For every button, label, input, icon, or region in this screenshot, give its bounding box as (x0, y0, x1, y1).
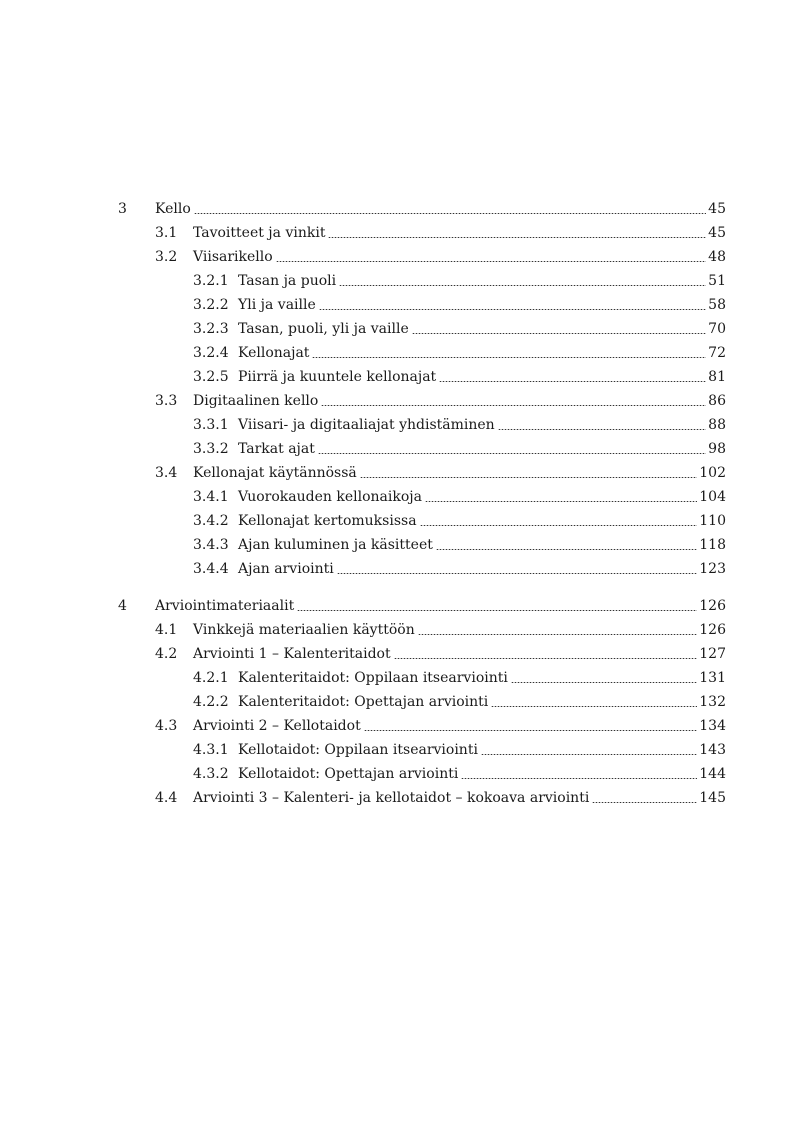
toc-entry-title: Kalenteritaidot: Oppilaan itsearviointi (238, 670, 508, 686)
toc-entry[interactable] (193, 533, 726, 557)
toc-entry-number: 3.4 (155, 465, 178, 481)
toc-entry-title: Kellotaidot: Opettajan arviointi (238, 766, 459, 782)
toc-entry-page: 88 (708, 417, 726, 433)
toc-entry-title: Arviointi 3 – Kalenteri- ja kellotaidot – kokoava arviointi (193, 790, 590, 806)
toc-entry-number: 3.3 (155, 393, 178, 409)
toc-entry-number: 4.2.2 (193, 694, 229, 710)
toc-entry[interactable] (193, 557, 726, 581)
toc-entry-title: Yli ja vaille (238, 297, 316, 313)
toc-entry-page: 145 (699, 790, 726, 806)
toc-dot-leader (592, 802, 697, 803)
toc-entry[interactable] (155, 221, 726, 245)
toc-entry-page: 48 (708, 249, 726, 265)
toc-entry-page: 110 (699, 513, 726, 529)
toc-dot-leader (194, 213, 706, 214)
toc-entry-title: Kalenteritaidot: Opettajan arviointi (238, 694, 489, 710)
toc-entry-page: 70 (708, 321, 726, 337)
toc-dot-leader (436, 549, 697, 550)
toc-dot-leader (498, 429, 706, 430)
toc-entry-number: 4.3.2 (193, 766, 229, 782)
toc-entry-title: Vuorokauden kellonaikoja (238, 489, 422, 505)
toc-entry-page: 72 (708, 345, 726, 361)
toc-entry-title: Ajan arviointi (238, 561, 334, 577)
toc-dot-leader (337, 573, 698, 574)
toc-entry-number: 4.3.1 (193, 742, 229, 758)
toc-entry-page: 45 (708, 225, 726, 241)
toc-entry[interactable] (118, 594, 726, 618)
toc-entry-title: Tarkat ajat (238, 441, 315, 457)
toc-entry-number: 4.1 (155, 622, 178, 638)
toc-entry-page: 45 (708, 201, 726, 217)
toc-dot-leader (481, 754, 697, 755)
toc-entry[interactable] (193, 738, 726, 762)
toc-entry[interactable] (193, 413, 726, 437)
toc-entry[interactable] (193, 762, 726, 786)
toc-dot-leader (511, 682, 697, 683)
toc-entry-number: 4 (118, 598, 127, 614)
toc-dot-leader (412, 333, 706, 334)
toc-entry-title: Viisari- ja digitaaliajat yhdistäminen (238, 417, 495, 433)
toc-entry-title: Vinkkejä materiaalien käyttöön (193, 622, 415, 638)
toc-entry-title: Kello (155, 201, 191, 217)
toc-entry[interactable] (118, 197, 726, 221)
toc-entry-title: Digitaalinen kello (193, 393, 319, 409)
toc-dot-leader (319, 309, 706, 310)
toc-entry-number: 3.2.2 (193, 297, 229, 313)
toc-dot-leader (321, 405, 706, 406)
toc-entry-title: Arviointi 1 – Kalenteritaidot (193, 646, 391, 662)
toc-dot-leader (312, 357, 706, 358)
toc-entry[interactable] (193, 293, 726, 317)
toc-entry-page: 143 (699, 742, 726, 758)
toc-dot-leader (328, 237, 706, 238)
toc-dot-leader (394, 658, 698, 659)
toc-entry-page: 51 (708, 273, 726, 289)
toc-entry[interactable] (155, 245, 726, 269)
toc-entry-page: 127 (699, 646, 726, 662)
toc-entry-number: 3.4.4 (193, 561, 229, 577)
toc-entry-number: 3.2.5 (193, 369, 229, 385)
toc-entry[interactable] (155, 786, 726, 810)
toc-entry-number: 4.2 (155, 646, 178, 662)
toc-entry-page: 102 (699, 465, 726, 481)
toc-entry-title: Viisarikello (193, 249, 273, 265)
toc-entry-page: 118 (699, 537, 726, 553)
toc-entry[interactable] (193, 690, 726, 714)
toc-entry-page: 98 (708, 441, 726, 457)
toc-dot-leader (425, 501, 697, 502)
toc-dot-leader (439, 381, 706, 382)
toc-entry[interactable] (155, 714, 726, 738)
toc-entry-title: Tasan ja puoli (238, 273, 337, 289)
toc-entry-number: 3.4.1 (193, 489, 229, 505)
toc-entry-number: 3.4.3 (193, 537, 229, 553)
toc-dot-leader (491, 706, 697, 707)
toc-entry-page: 86 (708, 393, 726, 409)
toc-entry-page: 131 (699, 670, 726, 686)
toc-entry-title: Tasan, puoli, yli ja vaille (238, 321, 409, 337)
toc-entry-number: 3.2 (155, 249, 178, 265)
toc-entry-number: 3.3.1 (193, 417, 229, 433)
toc-entry-number: 3 (118, 201, 127, 217)
toc-entry-number: 4.2.1 (193, 670, 229, 686)
toc-entry-title: Ajan kuluminen ja käsitteet (238, 537, 433, 553)
toc-entry-title: Kellonajat kertomuksissa (238, 513, 417, 529)
toc-entry[interactable] (155, 461, 726, 485)
toc-entry-number: 3.3.2 (193, 441, 229, 457)
toc-entry-number: 4.3 (155, 718, 178, 734)
toc-entry[interactable] (193, 317, 726, 341)
toc-entry-title: Piirrä ja kuuntele kellonajat (238, 369, 437, 385)
toc-dot-leader (360, 477, 697, 478)
toc-entry-page: 126 (699, 622, 726, 638)
toc-entry-title: Arviointimateriaalit (155, 598, 295, 614)
toc-entry[interactable] (193, 485, 726, 509)
toc-entry[interactable] (193, 437, 726, 461)
toc-entry[interactable] (155, 642, 726, 666)
toc-entry[interactable] (193, 666, 726, 690)
toc-entry-page: 58 (708, 297, 726, 313)
toc-entry[interactable] (193, 269, 726, 293)
toc-dot-leader (339, 285, 706, 286)
toc-dot-leader (318, 453, 706, 454)
toc-entry[interactable] (155, 389, 726, 413)
toc-entry-number: 4.4 (155, 790, 178, 806)
toc-entry-title: Kellonajat (238, 345, 310, 361)
toc-entry-title: Tavoitteet ja vinkit (193, 225, 326, 241)
toc-entry-title: Arviointi 2 – Kellotaidot (193, 718, 361, 734)
toc-entry-number: 3.2.1 (193, 273, 229, 289)
toc-entry-number: 3.1 (155, 225, 178, 241)
toc-entry-page: 104 (699, 489, 726, 505)
toc-dot-leader (461, 778, 697, 779)
toc-entry-title: Kellonajat käytännössä (193, 465, 357, 481)
toc-entry-page: 132 (699, 694, 726, 710)
toc-dot-leader (418, 634, 698, 635)
toc-entry-page: 123 (699, 561, 726, 577)
toc-entry-number: 3.4.2 (193, 513, 229, 529)
toc-entry-page: 144 (699, 766, 726, 782)
toc-entry-page: 81 (708, 369, 726, 385)
toc-entry-title: Kellotaidot: Oppilaan itsearviointi (238, 742, 478, 758)
toc-dot-leader (276, 261, 706, 262)
toc-entry-number: 3.2.4 (193, 345, 229, 361)
toc-dot-leader (364, 730, 698, 731)
toc-entry[interactable] (193, 341, 726, 365)
toc-entry-page: 126 (699, 598, 726, 614)
toc-entry[interactable] (193, 509, 726, 533)
toc-entry[interactable] (193, 365, 726, 389)
toc-entry-page: 134 (699, 718, 726, 734)
toc-entry[interactable] (155, 618, 726, 642)
toc-entry-number: 3.2.3 (193, 321, 229, 337)
toc-dot-leader (297, 610, 697, 611)
toc-dot-leader (420, 525, 698, 526)
